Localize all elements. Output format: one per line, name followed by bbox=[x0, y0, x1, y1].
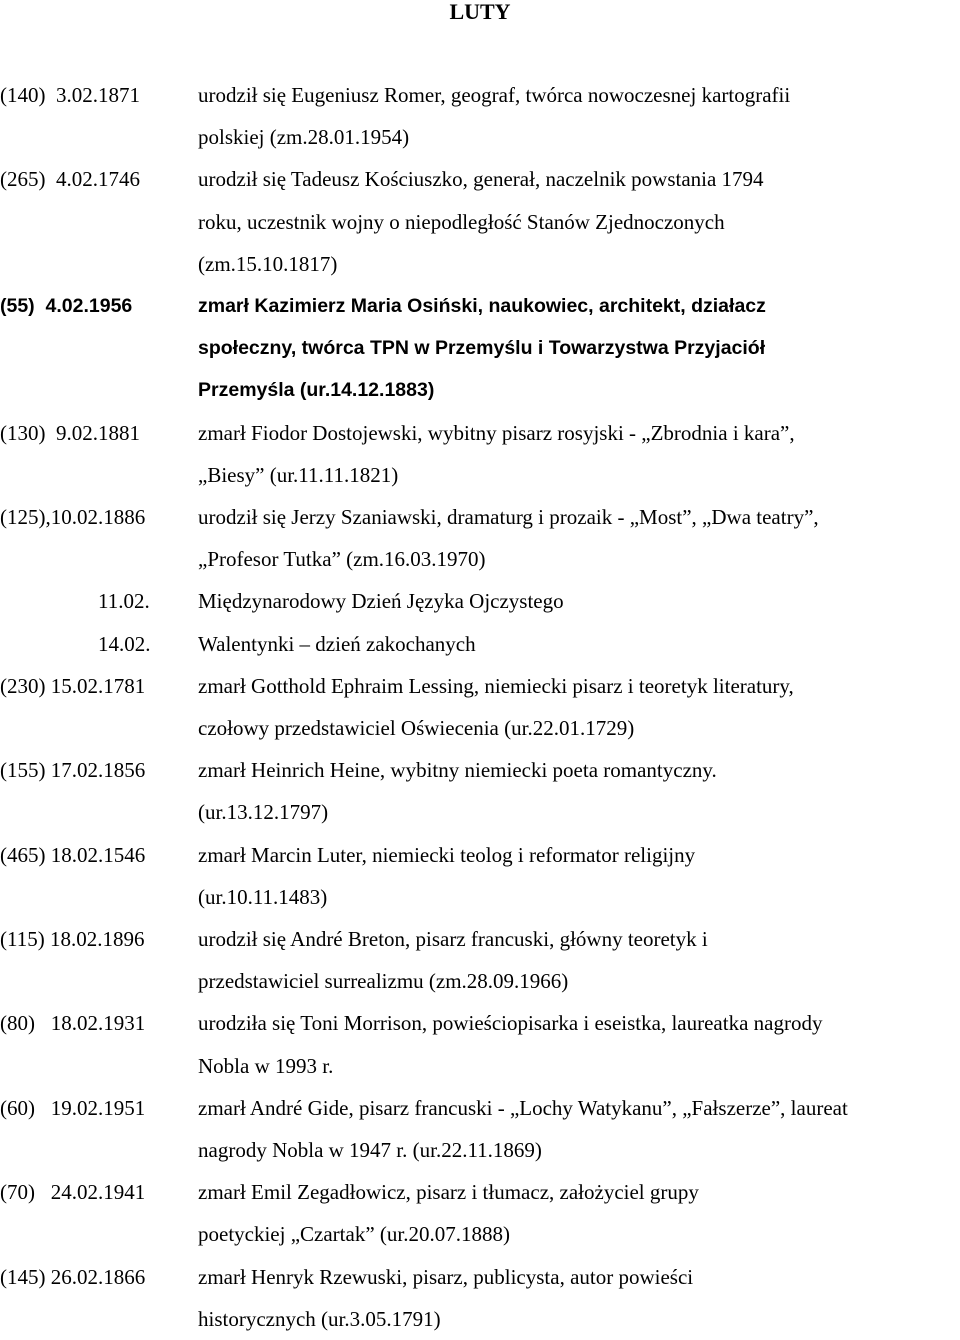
page-title: LUTY bbox=[449, 0, 511, 24]
entry-description-line: (ur.10.11.1483) bbox=[198, 884, 328, 909]
entry-description-line: zmarł Gotthold Ephraim Lessing, niemiecki pisarz i teoretyk literatury, bbox=[198, 673, 794, 698]
list-item bbox=[0, 1087, 960, 1171]
entry-description-line: społeczny, twórca TPN w Przemyślu i Towarzystwa Przyjaciół bbox=[198, 337, 766, 360]
entry-description-line: zmarł Emil Zegadłowicz, pisarz i tłumacz, założyciel grupy bbox=[198, 1180, 699, 1205]
entry-description bbox=[198, 496, 960, 580]
entry-description-line: historycznych (ur.3.05.1791) bbox=[198, 1306, 441, 1331]
entry-description-line: Nobla w 1993 r. bbox=[198, 1053, 334, 1078]
entry-date-label: 14.02. bbox=[98, 631, 151, 656]
anniversary-list bbox=[0, 74, 960, 1340]
list-item bbox=[0, 1002, 960, 1086]
entry-description-line: (ur.13.12.1797) bbox=[198, 800, 329, 825]
entry-description bbox=[198, 749, 960, 833]
entry-date-label: 11.02. bbox=[98, 589, 150, 614]
entry-description-line: poetyckiej „Czartak” (ur.20.07.1888) bbox=[198, 1222, 510, 1247]
entry-description-line: urodził się Jerzy Szaniawski, dramaturg i prozaik - „Most”, „Dwa teatry”, bbox=[198, 505, 819, 530]
entry-description-line: przedstawiciel surrealizmu (zm.28.09.1966) bbox=[198, 969, 569, 994]
list-item bbox=[0, 496, 960, 580]
entry-description bbox=[198, 1087, 960, 1171]
entry-description bbox=[198, 1256, 960, 1340]
entry-description bbox=[198, 158, 960, 285]
list-item bbox=[0, 580, 960, 622]
entry-description-line: „Biesy” (ur.11.11.1821) bbox=[198, 462, 399, 487]
entry-description bbox=[198, 665, 960, 749]
list-item bbox=[0, 74, 960, 158]
entry-description bbox=[198, 1002, 960, 1086]
entry-description-line: urodził się Eugeniusz Romer, geograf, twórca nowoczesnej kartografii bbox=[198, 83, 791, 107]
entry-description bbox=[198, 412, 960, 496]
entry-description-line: Międzynarodowy Dzień Języka Ojczystego bbox=[198, 589, 564, 614]
list-item bbox=[0, 834, 960, 918]
list-item bbox=[0, 665, 960, 749]
entry-date-label: (155) 17.02.1856 bbox=[0, 758, 146, 783]
entry-date-label: (230) 15.02.1781 bbox=[0, 673, 146, 698]
entry-description-line: zmarł Fiodor Dostojewski, wybitny pisarz rosyjski - „Zbrodnia i kara”, bbox=[198, 420, 795, 445]
entry-description-line: Walentynki – dzień zakochanych bbox=[198, 631, 476, 656]
entry-description-line: zmarł Kazimierz Maria Osiński, naukowiec, architekt, działacz bbox=[198, 295, 766, 318]
entry-description-line: (zm.15.10.1817) bbox=[198, 251, 338, 276]
entry-description-line: zmarł Marcin Luter, niemiecki teolog i reformator religijny bbox=[198, 842, 696, 867]
entry-date-label: (70) 24.02.1941 bbox=[0, 1180, 146, 1205]
entry-date-label: (265) 4.02.1746 bbox=[0, 167, 140, 192]
entry-date-label: (125),10.02.1886 bbox=[0, 505, 146, 530]
list-item bbox=[0, 158, 960, 285]
entry-description bbox=[198, 918, 960, 1002]
entry-date-label: (55) 4.02.1956 bbox=[0, 295, 133, 318]
entry-description bbox=[198, 74, 960, 158]
entry-description-line: urodził się Tadeusz Kościuszko, generał, naczelnik powstania 1794 bbox=[198, 167, 764, 192]
list-item bbox=[0, 623, 960, 665]
entry-description bbox=[198, 285, 960, 412]
entry-date-label: (115) 18.02.1896 bbox=[0, 927, 145, 952]
list-item bbox=[0, 1171, 960, 1255]
entry-description bbox=[198, 623, 960, 665]
list-item bbox=[0, 1256, 960, 1340]
list-item bbox=[0, 749, 960, 833]
entry-description-line: czołowy przedstawiciel Oświecenia (ur.22.01.1729) bbox=[198, 716, 635, 741]
entry-description-line: urodziła się Toni Morrison, powieściopisarka i eseistka, laureatka nagrody bbox=[198, 1011, 823, 1036]
entry-description bbox=[198, 1171, 960, 1255]
entry-description-line: urodził się André Breton, pisarz francuski, główny teoretyk i bbox=[198, 927, 708, 952]
entry-date-label: (130) 9.02.1881 bbox=[0, 420, 140, 445]
entry-description-line: „Profesor Tutka” (zm.16.03.1970) bbox=[198, 547, 486, 572]
entry-description-line: nagrody Nobla w 1947 r. (ur.22.11.1869) bbox=[198, 1138, 542, 1163]
entry-description-line: Przemyśla (ur.14.12.1883) bbox=[198, 379, 435, 402]
entry-description-line: polskiej (zm.28.01.1954) bbox=[198, 125, 410, 150]
list-item bbox=[0, 918, 960, 1002]
entry-description-line: zmarł André Gide, pisarz francuski - „Lochy Watykanu”, „Fałszerze”, laureat bbox=[198, 1095, 848, 1120]
entry-date-label: (80) 18.02.1931 bbox=[0, 1011, 146, 1036]
list-item bbox=[0, 412, 960, 496]
entry-date-label: (140) 3.02.1871 bbox=[0, 83, 140, 107]
entry-description bbox=[198, 834, 960, 918]
entry-date-label: (145) 26.02.1866 bbox=[0, 1264, 146, 1289]
entry-date-label: (465) 18.02.1546 bbox=[0, 842, 146, 867]
entry-description-line: zmarł Heinrich Heine, wybitny niemiecki poeta romantyczny. bbox=[198, 758, 717, 783]
list-item bbox=[0, 285, 960, 412]
entry-date-label: (60) 19.02.1951 bbox=[0, 1095, 146, 1120]
entry-description-line: roku, uczestnik wojny o niepodległość Stanów Zjednoczonych bbox=[198, 209, 725, 234]
entry-description bbox=[198, 580, 960, 622]
entry-description-line: zmarł Henryk Rzewuski, pisarz, publicysta, autor powieści bbox=[198, 1264, 694, 1289]
